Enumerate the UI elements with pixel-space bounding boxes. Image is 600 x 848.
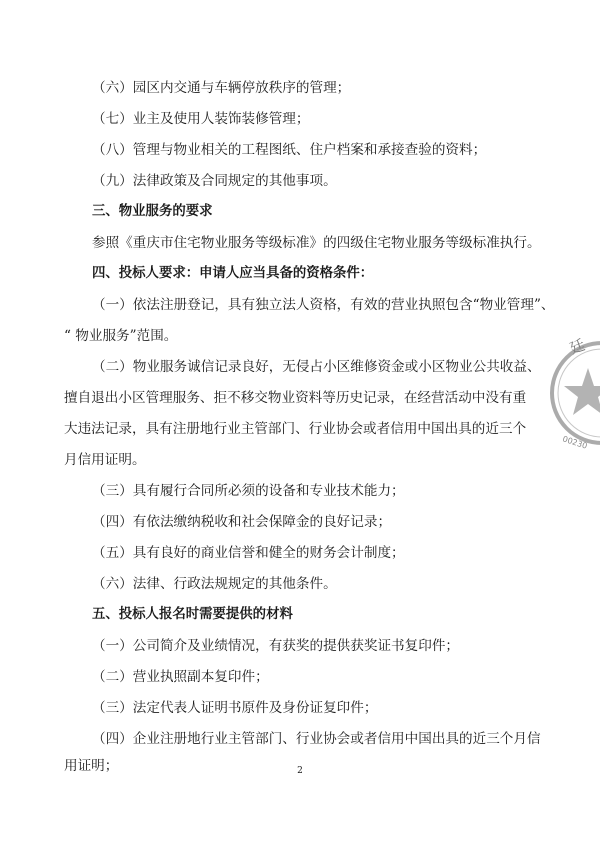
section4-item3: （三）具有履行合同所必须的设备和专业技术能力；	[92, 483, 405, 499]
section5-item3: （三）法定代表人证明书原件及身份证复印件；	[92, 700, 378, 716]
item-six-traffic: （六）园区内交通与车辆停放秩序的管理；	[92, 80, 351, 96]
item-eight-records: （八）管理与物业相关的工程图纸、住户档案和承接查验的资料；	[92, 142, 487, 158]
section3-heading: 三、物业服务的要求	[92, 204, 213, 219]
section4-item6: （六）法律、行政法规规定的其他条件。	[92, 576, 337, 592]
section5-item1: （一）公司简介及业绩情况，有获奖的提供获奖证书复印件；	[92, 638, 460, 654]
section5-item4-line1: （四）企业注册地行业主管部门、行业协会或者信用中国出具的近三个月信	[92, 731, 541, 747]
section5-item4-line2: 用证明；	[64, 758, 119, 774]
section4-item1-line2: “ 物业服务”范围。	[64, 328, 178, 344]
section4-item2-line3: 大违法记录，具有注册地行业主管部门、行业协会或者信用中国出具的近三个	[64, 421, 527, 437]
seal-number: 00230	[561, 434, 589, 451]
section4-item2-line1: （二）物业服务诚信记录良好，无侵占小区维修资金或小区物业公共收益、	[92, 359, 541, 375]
seal-text: 廷	[567, 335, 588, 358]
section5-heading: 五、投标人报名时需要提供的材料	[92, 607, 293, 622]
section4-item2-line2: 擅自退出小区管理服务、拒不移交物业资料等历史记录，在经营活动中没有重	[64, 390, 527, 406]
section4-heading: 四、投标人要求：申请人应当具备的资格条件：	[92, 266, 374, 281]
section5-item2: （二）营业执照副本复印件；	[92, 669, 269, 685]
company-seal	[548, 318, 600, 468]
section4-item5: （五）具有良好的商业信誉和健全的财务会计制度；	[92, 545, 405, 561]
item-nine-other: （九）法律政策及合同规定的其他事项。	[92, 173, 337, 189]
section4-item1-line1: （一）依法注册登记，具有独立法人资格，有效的营业执照包含“物业管理”、	[92, 297, 555, 313]
section4-item4: （四）有依法缴纳税收和社会保障金的良好记录；	[92, 514, 392, 530]
page-number: 2	[297, 766, 303, 776]
section4-item2-line4: 月信用证明。	[64, 452, 146, 468]
seal-stamp-icon	[548, 318, 600, 468]
item-seven-decoration: （七）业主及使用人装饰装修管理；	[92, 111, 310, 127]
section3-text: 参照《重庆市住宅物业服务等级标准》的四级住宅物业服务等级标准执行。	[92, 235, 541, 251]
